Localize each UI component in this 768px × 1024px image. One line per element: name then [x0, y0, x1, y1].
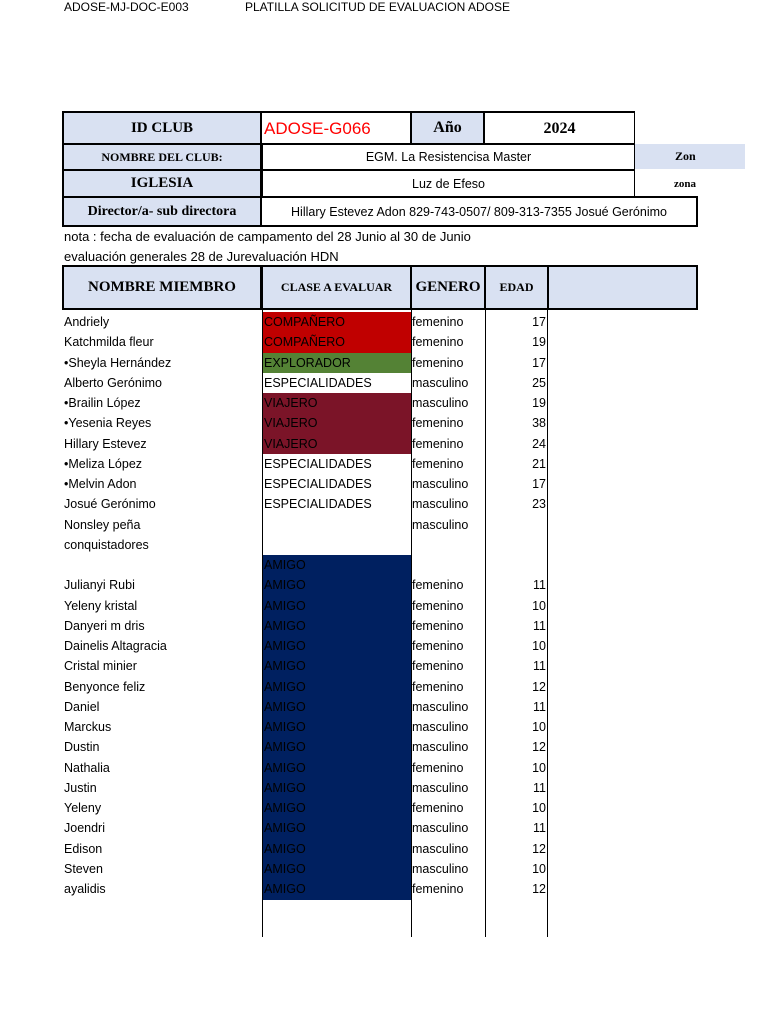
member-clase: AMIGO	[263, 656, 411, 677]
member-edad: 10	[532, 861, 546, 876]
header-clase: CLASE A EVALUAR	[261, 265, 412, 310]
member-name: Cristal minier	[64, 659, 137, 674]
member-name: •Meliza López	[64, 456, 143, 471]
member-genero: masculino	[412, 720, 469, 734]
member-edad: 10	[532, 801, 546, 815]
member-name: •Melvin Adon	[64, 477, 137, 491]
member-genero: masculino	[412, 477, 469, 491]
member-genero: femenino	[412, 355, 464, 370]
table-row	[0, 494, 768, 514]
member-genero: masculino	[412, 861, 469, 876]
member-edad: 11	[533, 618, 546, 633]
table-row	[0, 555, 768, 575]
member-edad	[486, 535, 546, 555]
member-clase: AMIGO	[263, 798, 411, 819]
member-edad: 12	[532, 740, 546, 755]
member-edad: 19	[532, 396, 546, 410]
member-edad: 12	[532, 679, 546, 694]
member-genero: femenino	[412, 436, 464, 451]
director-label: Director/a- sub directora	[62, 196, 262, 227]
table-row	[0, 818, 768, 838]
member-name: Justin	[64, 780, 97, 795]
member-edad: 17	[532, 315, 546, 329]
member-name: Benyonce feliz	[64, 679, 146, 694]
member-clase: COMPAÑERO	[263, 332, 411, 353]
table-row	[0, 353, 768, 373]
member-name: •Brailin López	[64, 396, 141, 410]
member-clase	[263, 515, 411, 535]
member-edad: 11	[533, 699, 546, 714]
member-name: Danyeri m dris	[64, 618, 145, 633]
member-edad: 23	[532, 497, 546, 512]
member-genero: masculino	[412, 780, 469, 795]
table-row	[0, 312, 768, 332]
member-clase: AMIGO	[263, 697, 411, 718]
member-clase: AMIGO	[263, 879, 411, 900]
member-clase: ESPECIALIDADES	[264, 477, 372, 491]
ano-label: Año	[410, 111, 485, 145]
member-genero: masculino	[412, 517, 469, 532]
member-edad: 11	[533, 780, 546, 795]
member-name: Steven	[64, 861, 103, 876]
member-name: Yeleny	[64, 801, 102, 815]
member-genero: masculino	[412, 841, 469, 856]
table-row	[0, 677, 768, 697]
member-name: Julianyi Rubi	[64, 578, 135, 593]
member-clase: AMIGO	[263, 596, 411, 617]
member-clase: EXPLORADOR	[263, 353, 411, 374]
member-edad: 11	[533, 659, 546, 674]
table-row	[0, 717, 768, 737]
table-row	[0, 575, 768, 595]
member-clase: ESPECIALIDADES	[264, 456, 372, 471]
member-edad: 10	[532, 720, 546, 734]
zona2-label: zona	[674, 177, 696, 190]
member-name: Nonsley peña	[64, 517, 141, 532]
member-edad: 12	[532, 841, 546, 856]
member-genero: femenino	[412, 618, 464, 633]
director-value: Hillary Estevez Adon 829-743-0507/ 809-313-7355 Josué Gerónimo	[260, 196, 698, 227]
member-edad: 11	[533, 578, 546, 593]
member-genero: femenino	[412, 882, 464, 896]
member-genero: masculino	[412, 821, 469, 836]
member-clase: ESPECIALIDADES	[264, 375, 372, 390]
table-row	[0, 454, 768, 474]
member-genero: femenino	[412, 801, 464, 815]
member-edad: 12	[532, 882, 546, 896]
member-clase: AMIGO	[263, 717, 411, 738]
table-row	[0, 636, 768, 656]
member-edad: 17	[532, 355, 546, 370]
member-edad: 10	[532, 598, 546, 613]
table-row	[0, 616, 768, 636]
iglesia-value: Luz de Efeso	[262, 169, 635, 198]
member-name: Katchmilda fleur	[64, 335, 154, 350]
member-clase: VIAJERO	[263, 413, 411, 434]
header-blank	[547, 265, 698, 310]
header-edad: EDAD	[484, 265, 549, 310]
table-row	[0, 859, 768, 879]
member-genero: femenino	[412, 659, 464, 674]
member-genero: femenino	[412, 335, 464, 350]
table-row	[0, 596, 768, 616]
nombre-club-value: EGM. La Resistencisa Master	[262, 143, 635, 171]
header-genero: GENERO	[410, 265, 486, 310]
member-edad: 24	[532, 436, 546, 451]
member-name: Alberto Gerónimo	[64, 375, 162, 390]
member-clase: ESPECIALIDADES	[264, 497, 372, 512]
member-clase: AMIGO	[263, 859, 411, 880]
member-name: Joendri	[64, 821, 105, 836]
member-edad	[486, 515, 546, 535]
member-clase: AMIGO	[263, 778, 411, 799]
member-name: Yeleny kristal	[64, 598, 138, 613]
member-clase: AMIGO	[263, 616, 411, 637]
member-clase: AMIGO	[263, 677, 411, 698]
table-row	[0, 332, 768, 352]
member-name: Andriely	[64, 315, 110, 329]
member-name: conquistadores	[64, 537, 149, 552]
member-clase: AMIGO	[263, 818, 411, 839]
note-line-2: evaluación generales 28 de Jurevaluación HDN	[64, 249, 339, 264]
table-row	[0, 373, 768, 393]
table-row	[0, 737, 768, 757]
member-genero: femenino	[412, 456, 464, 471]
member-name: Hillary Estevez	[64, 436, 147, 451]
member-clase: VIAJERO	[263, 393, 411, 414]
doc-code: ADOSE-MJ-DOC-E003	[64, 0, 189, 14]
member-clase: AMIGO	[263, 758, 411, 779]
member-clase: VIAJERO	[263, 434, 411, 455]
table-row	[0, 434, 768, 454]
member-name: Dustin	[64, 740, 100, 755]
member-genero: masculino	[412, 396, 469, 410]
table-row	[0, 474, 768, 494]
iglesia-label: IGLESIA	[62, 169, 262, 198]
member-genero: femenino	[412, 598, 464, 613]
table-row	[0, 879, 768, 899]
member-name: Nathalia	[64, 760, 110, 775]
nombre-club-label: NOMBRE DEL CLUB:	[62, 143, 262, 171]
table-row	[0, 656, 768, 676]
member-clase: AMIGO	[263, 636, 411, 657]
member-clase: AMIGO	[263, 737, 411, 758]
member-clase: COMPAÑERO	[263, 312, 411, 333]
member-clase: AMIGO	[263, 555, 411, 576]
member-name: Dainelis Altagracia	[64, 639, 167, 653]
member-edad: 21	[532, 456, 546, 471]
member-name: ayalidis	[64, 882, 106, 896]
table-row	[0, 393, 768, 413]
member-name: Marckus	[64, 720, 112, 734]
member-genero: femenino	[412, 416, 464, 431]
member-edad: 38	[532, 416, 546, 431]
member-genero: masculino	[412, 497, 469, 512]
member-name: Daniel	[64, 699, 100, 714]
member-genero: femenino	[412, 679, 464, 694]
id-club-label: ID CLUB	[62, 111, 262, 145]
member-edad: 17	[532, 477, 546, 491]
member-edad: 11	[533, 821, 546, 836]
member-genero: femenino	[412, 578, 464, 593]
member-edad: 10	[532, 760, 546, 775]
member-genero: masculino	[412, 740, 469, 755]
table-row	[0, 697, 768, 717]
member-clase: AMIGO	[263, 839, 411, 860]
doc-title: PLATILLA SOLICITUD DE EVALUACION ADOSE	[245, 0, 510, 14]
member-genero: femenino	[412, 639, 464, 653]
member-genero: femenino	[412, 315, 464, 329]
table-row	[0, 778, 768, 798]
member-name: •Yesenia Reyes	[64, 416, 152, 431]
member-name: Edison	[64, 841, 103, 856]
table-row	[0, 798, 768, 818]
member-genero: masculino	[412, 699, 469, 714]
zona-label: Zon	[635, 144, 745, 169]
member-edad: 25	[532, 375, 546, 390]
ano-value: 2024	[484, 111, 635, 145]
table-row	[0, 535, 768, 555]
member-genero: masculino	[412, 375, 469, 390]
header-nombre: NOMBRE MIEMBRO	[62, 265, 262, 310]
table-row	[0, 839, 768, 859]
member-edad: 10	[532, 639, 546, 653]
table-row	[0, 515, 768, 535]
member-edad	[486, 555, 546, 575]
note-line-1: nota : fecha de evaluación de campamento del 28 Junio al 30 de Junio	[64, 229, 471, 244]
member-clase: AMIGO	[263, 575, 411, 596]
member-edad: 19	[532, 335, 546, 350]
member-name: •Sheyla Hernández	[64, 355, 172, 370]
member-name: Josué Gerónimo	[64, 497, 156, 512]
id-club-value: ADOSE-G066	[262, 111, 411, 145]
table-row	[0, 413, 768, 433]
table-row	[0, 758, 768, 778]
member-genero: femenino	[412, 760, 464, 775]
member-clase	[263, 535, 411, 555]
